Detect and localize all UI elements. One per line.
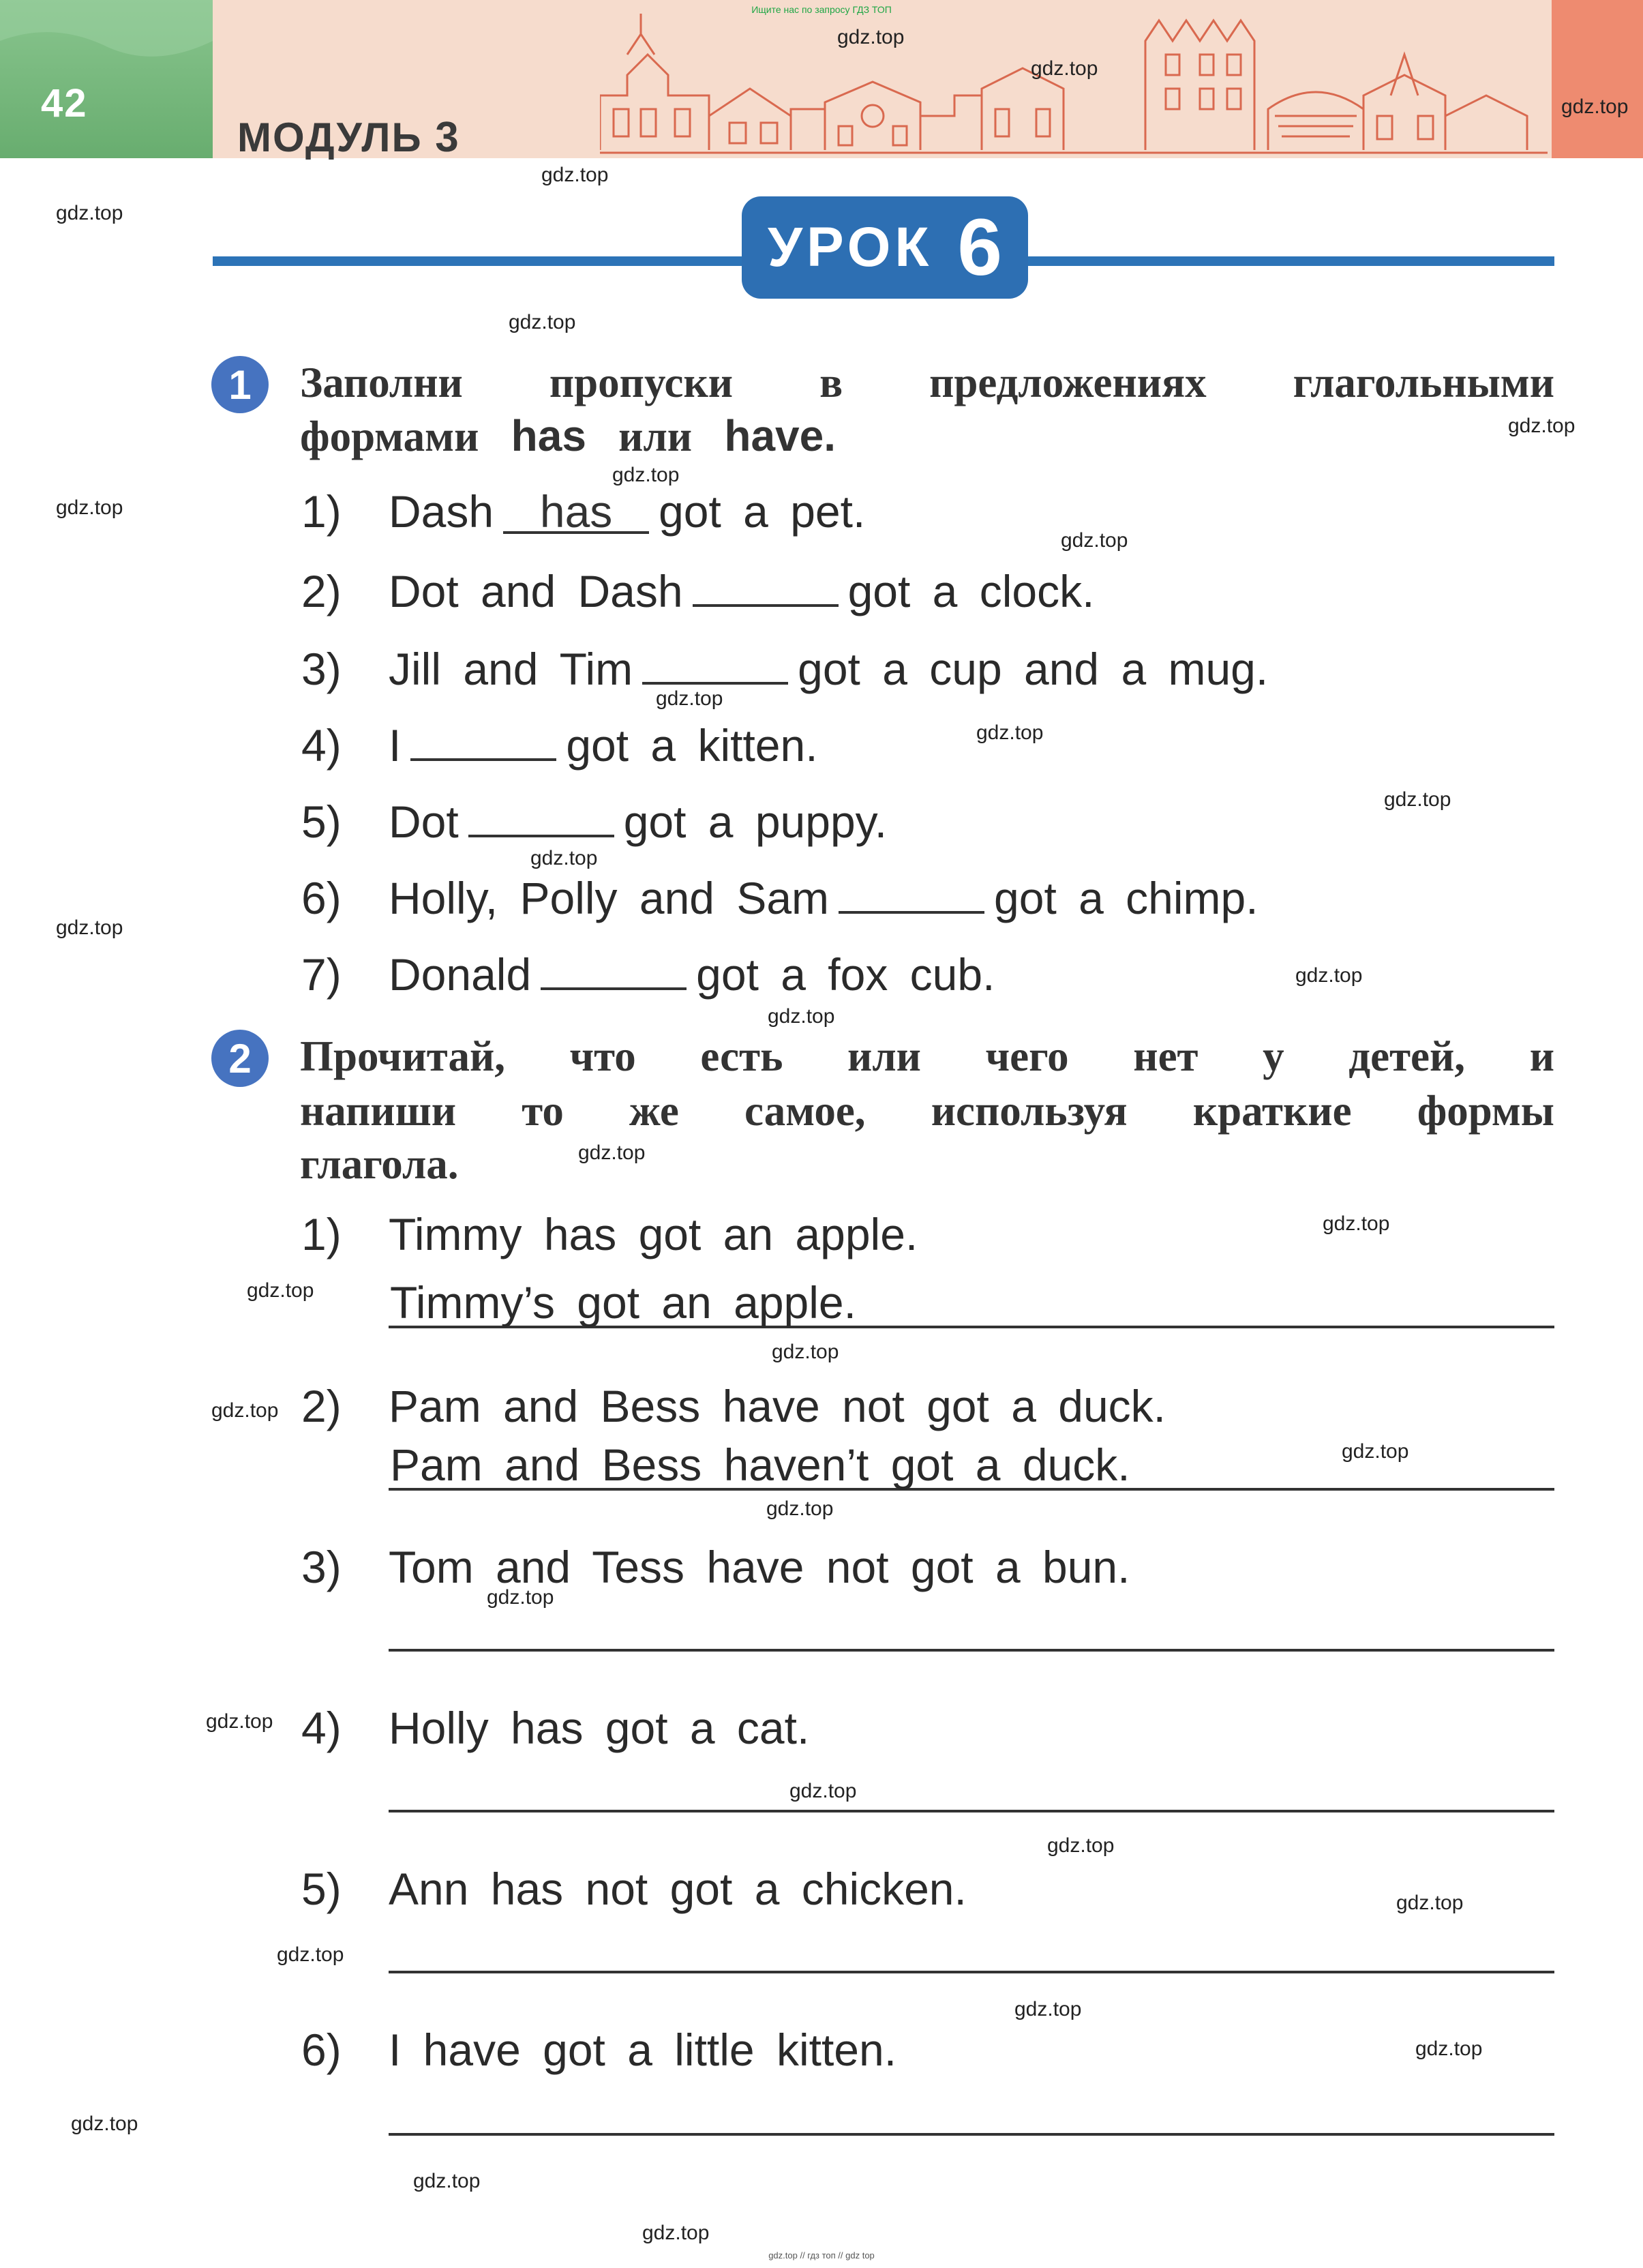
item-sentence: Ann has not got a chicken. bbox=[389, 1864, 967, 1914]
watermark-text: gdz.top bbox=[509, 311, 576, 333]
watermark-text: gdz.top bbox=[612, 464, 680, 486]
item-number: 4) bbox=[301, 720, 342, 771]
item-subject: Jill and Tim bbox=[389, 644, 633, 694]
item-number: 2) bbox=[301, 566, 342, 616]
watermark-text: gdz.top bbox=[656, 687, 723, 710]
item-rest: got a fox cub. bbox=[696, 949, 995, 1000]
task-2-instruction-line-1: Прочитай, что есть или чего нет у детей, и bbox=[300, 1032, 1554, 1080]
answer-blank[interactable] bbox=[642, 640, 788, 685]
task-2-item-4 bbox=[301, 1702, 809, 1754]
task-1-item-6 bbox=[301, 869, 1258, 924]
item-rest: got a cup and a mug. bbox=[798, 644, 1269, 694]
answer-blank[interactable] bbox=[541, 945, 687, 990]
item-subject: I bbox=[389, 720, 402, 771]
item-number: 7) bbox=[301, 949, 342, 1000]
task-1-number: 1 bbox=[211, 356, 269, 413]
task-1-item-2 bbox=[301, 562, 1094, 617]
lesson-badge bbox=[742, 196, 1028, 299]
watermark-text: gdz.top bbox=[211, 1399, 279, 1422]
item-sentence: Timmy has got an apple. bbox=[389, 1209, 918, 1259]
item-subject: Dash bbox=[389, 486, 494, 537]
watermark-text: gdz.top bbox=[1014, 1998, 1082, 2020]
item-sentence: Holly has got a cat. bbox=[389, 1703, 810, 1753]
item-sentence: I have got a little kitten. bbox=[389, 2025, 897, 2075]
instruction-text: формами bbox=[300, 413, 479, 460]
item-number: 2) bbox=[301, 1381, 342, 1431]
item-rest: got a pet. bbox=[659, 486, 866, 537]
answer-blank[interactable]: has bbox=[503, 489, 649, 534]
header-corner bbox=[1552, 0, 1643, 158]
watermark-text: gdz.top bbox=[789, 1780, 857, 1802]
item-number: 3) bbox=[301, 644, 342, 694]
watermark-text: gdz.top bbox=[56, 496, 123, 519]
watermark-text: gdz.top bbox=[1342, 1440, 1409, 1463]
task-2-item-5 bbox=[301, 1863, 967, 1915]
item-rest: got a puppy. bbox=[623, 796, 888, 847]
watermark-text: gdz.top bbox=[1295, 964, 1363, 987]
top-note: Ищите нас по запросу ГДЗ ТОП bbox=[751, 4, 892, 15]
task-1-instruction-line-2 bbox=[300, 409, 1554, 463]
answer-writing-line[interactable] bbox=[389, 1971, 1554, 1973]
lesson-number: 6 bbox=[957, 203, 1003, 293]
answer-writing-line[interactable] bbox=[389, 1810, 1554, 1812]
item-rest: got a kitten. bbox=[566, 720, 818, 771]
answer-text: Pam and Bess haven’t got a duck. bbox=[390, 1439, 1130, 1490]
watermark-text: gdz.top bbox=[1323, 1212, 1390, 1235]
instruction-text: или bbox=[618, 413, 693, 460]
item-subject: Donald bbox=[389, 949, 532, 1000]
watermark-text: gdz.top bbox=[1061, 529, 1128, 552]
watermark-text: gdz.top bbox=[1561, 95, 1629, 118]
town-skyline-illustration bbox=[600, 14, 1548, 158]
task-2-number: 2 bbox=[211, 1030, 269, 1087]
item-number: 4) bbox=[301, 1703, 342, 1753]
task-2-instruction-line-3: глагола. bbox=[300, 1140, 459, 1188]
watermark-text: gdz.top bbox=[206, 1710, 273, 1733]
watermark-text: gdz.top bbox=[247, 1279, 314, 1302]
item-number: 3) bbox=[301, 1542, 342, 1592]
item-number: 6) bbox=[301, 2025, 342, 2075]
watermark-text: gdz.top bbox=[541, 164, 609, 186]
task-1-item-7 bbox=[301, 945, 995, 1000]
watermark-text: gdz.top bbox=[578, 1142, 646, 1164]
item-sentence: Tom and Tess have not got a bun. bbox=[389, 1542, 1130, 1592]
item-number: 5) bbox=[301, 1864, 342, 1914]
watermark-text: gdz.top bbox=[1508, 415, 1576, 437]
answer-writing-line[interactable] bbox=[389, 1649, 1554, 1652]
task-2-item-6 bbox=[301, 2024, 896, 2076]
watermark-text: gdz.top bbox=[1415, 2038, 1483, 2060]
item-subject: Dot bbox=[389, 796, 459, 847]
item-rest: got a clock. bbox=[847, 566, 1095, 616]
item-rest: got a chimp. bbox=[994, 873, 1258, 923]
page-number-tab bbox=[0, 0, 213, 158]
task-2-item-1 bbox=[301, 1208, 918, 1260]
watermark-text: gdz.top bbox=[413, 2170, 481, 2192]
item-number: 1) bbox=[301, 486, 342, 537]
watermark-text: gdz.top bbox=[1396, 1892, 1464, 1914]
answer-blank[interactable] bbox=[839, 869, 984, 914]
task-2-instruction-line-2: напиши то же самое, используя краткие формы bbox=[300, 1087, 1554, 1135]
item-number: 1) bbox=[301, 1209, 342, 1259]
watermark-text: gdz.top bbox=[71, 2113, 138, 2135]
item-number: 6) bbox=[301, 873, 342, 923]
item-subject: Dot and Dash bbox=[389, 566, 683, 616]
item-number: 5) bbox=[301, 796, 342, 847]
task-1-item-5 bbox=[301, 792, 887, 848]
watermark-text: gdz.top bbox=[768, 1005, 835, 1028]
task-1-item-3 bbox=[301, 640, 1268, 695]
watermark-text: gdz.top bbox=[1047, 1834, 1115, 1857]
watermark-text: gdz.top bbox=[642, 2222, 710, 2244]
module-label: МОДУЛЬ bbox=[237, 115, 423, 160]
answer-blank[interactable] bbox=[468, 792, 614, 837]
watermark-text: gdz.top bbox=[837, 26, 905, 48]
answer-writing-line[interactable] bbox=[389, 2133, 1554, 2136]
watermark-text: gdz.top bbox=[976, 721, 1044, 744]
watermark-text: gdz.top bbox=[56, 916, 123, 939]
module-number: 3 bbox=[435, 114, 460, 161]
task-1-instruction-line-1: Заполни пропуски в предложениях глагольными bbox=[300, 359, 1554, 406]
task-1-item-1 bbox=[301, 486, 865, 537]
watermark-text: gdz.top bbox=[530, 847, 598, 869]
answer-text: Timmy’s got an apple. bbox=[390, 1277, 856, 1328]
keyword-has: has bbox=[511, 411, 586, 460]
lesson-label: УРОК bbox=[767, 216, 933, 278]
keyword-have: have. bbox=[724, 411, 836, 460]
page-number: 42 bbox=[41, 81, 88, 125]
module-title bbox=[237, 113, 460, 162]
watermark-text: gdz.top bbox=[1031, 57, 1098, 80]
task-2-item-2 bbox=[301, 1380, 1166, 1432]
answer-blank[interactable] bbox=[410, 716, 556, 761]
watermark-text: gdz.top bbox=[277, 1943, 344, 1966]
watermark-text: gdz.top bbox=[1384, 788, 1451, 811]
footer-note: gdz.top // гдз топ // gdz top bbox=[768, 2250, 875, 2260]
watermark-text: gdz.top bbox=[772, 1341, 839, 1363]
answer-blank[interactable] bbox=[693, 562, 839, 607]
task-2-item-3 bbox=[301, 1541, 1130, 1593]
watermark-text: gdz.top bbox=[56, 202, 123, 224]
item-sentence: Pam and Bess have not got a duck. bbox=[389, 1381, 1166, 1431]
item-subject: Holly, Polly and Sam bbox=[389, 873, 830, 923]
task-1-item-4 bbox=[301, 716, 818, 771]
watermark-text: gdz.top bbox=[766, 1497, 834, 1520]
watermark-text: gdz.top bbox=[487, 1586, 554, 1609]
